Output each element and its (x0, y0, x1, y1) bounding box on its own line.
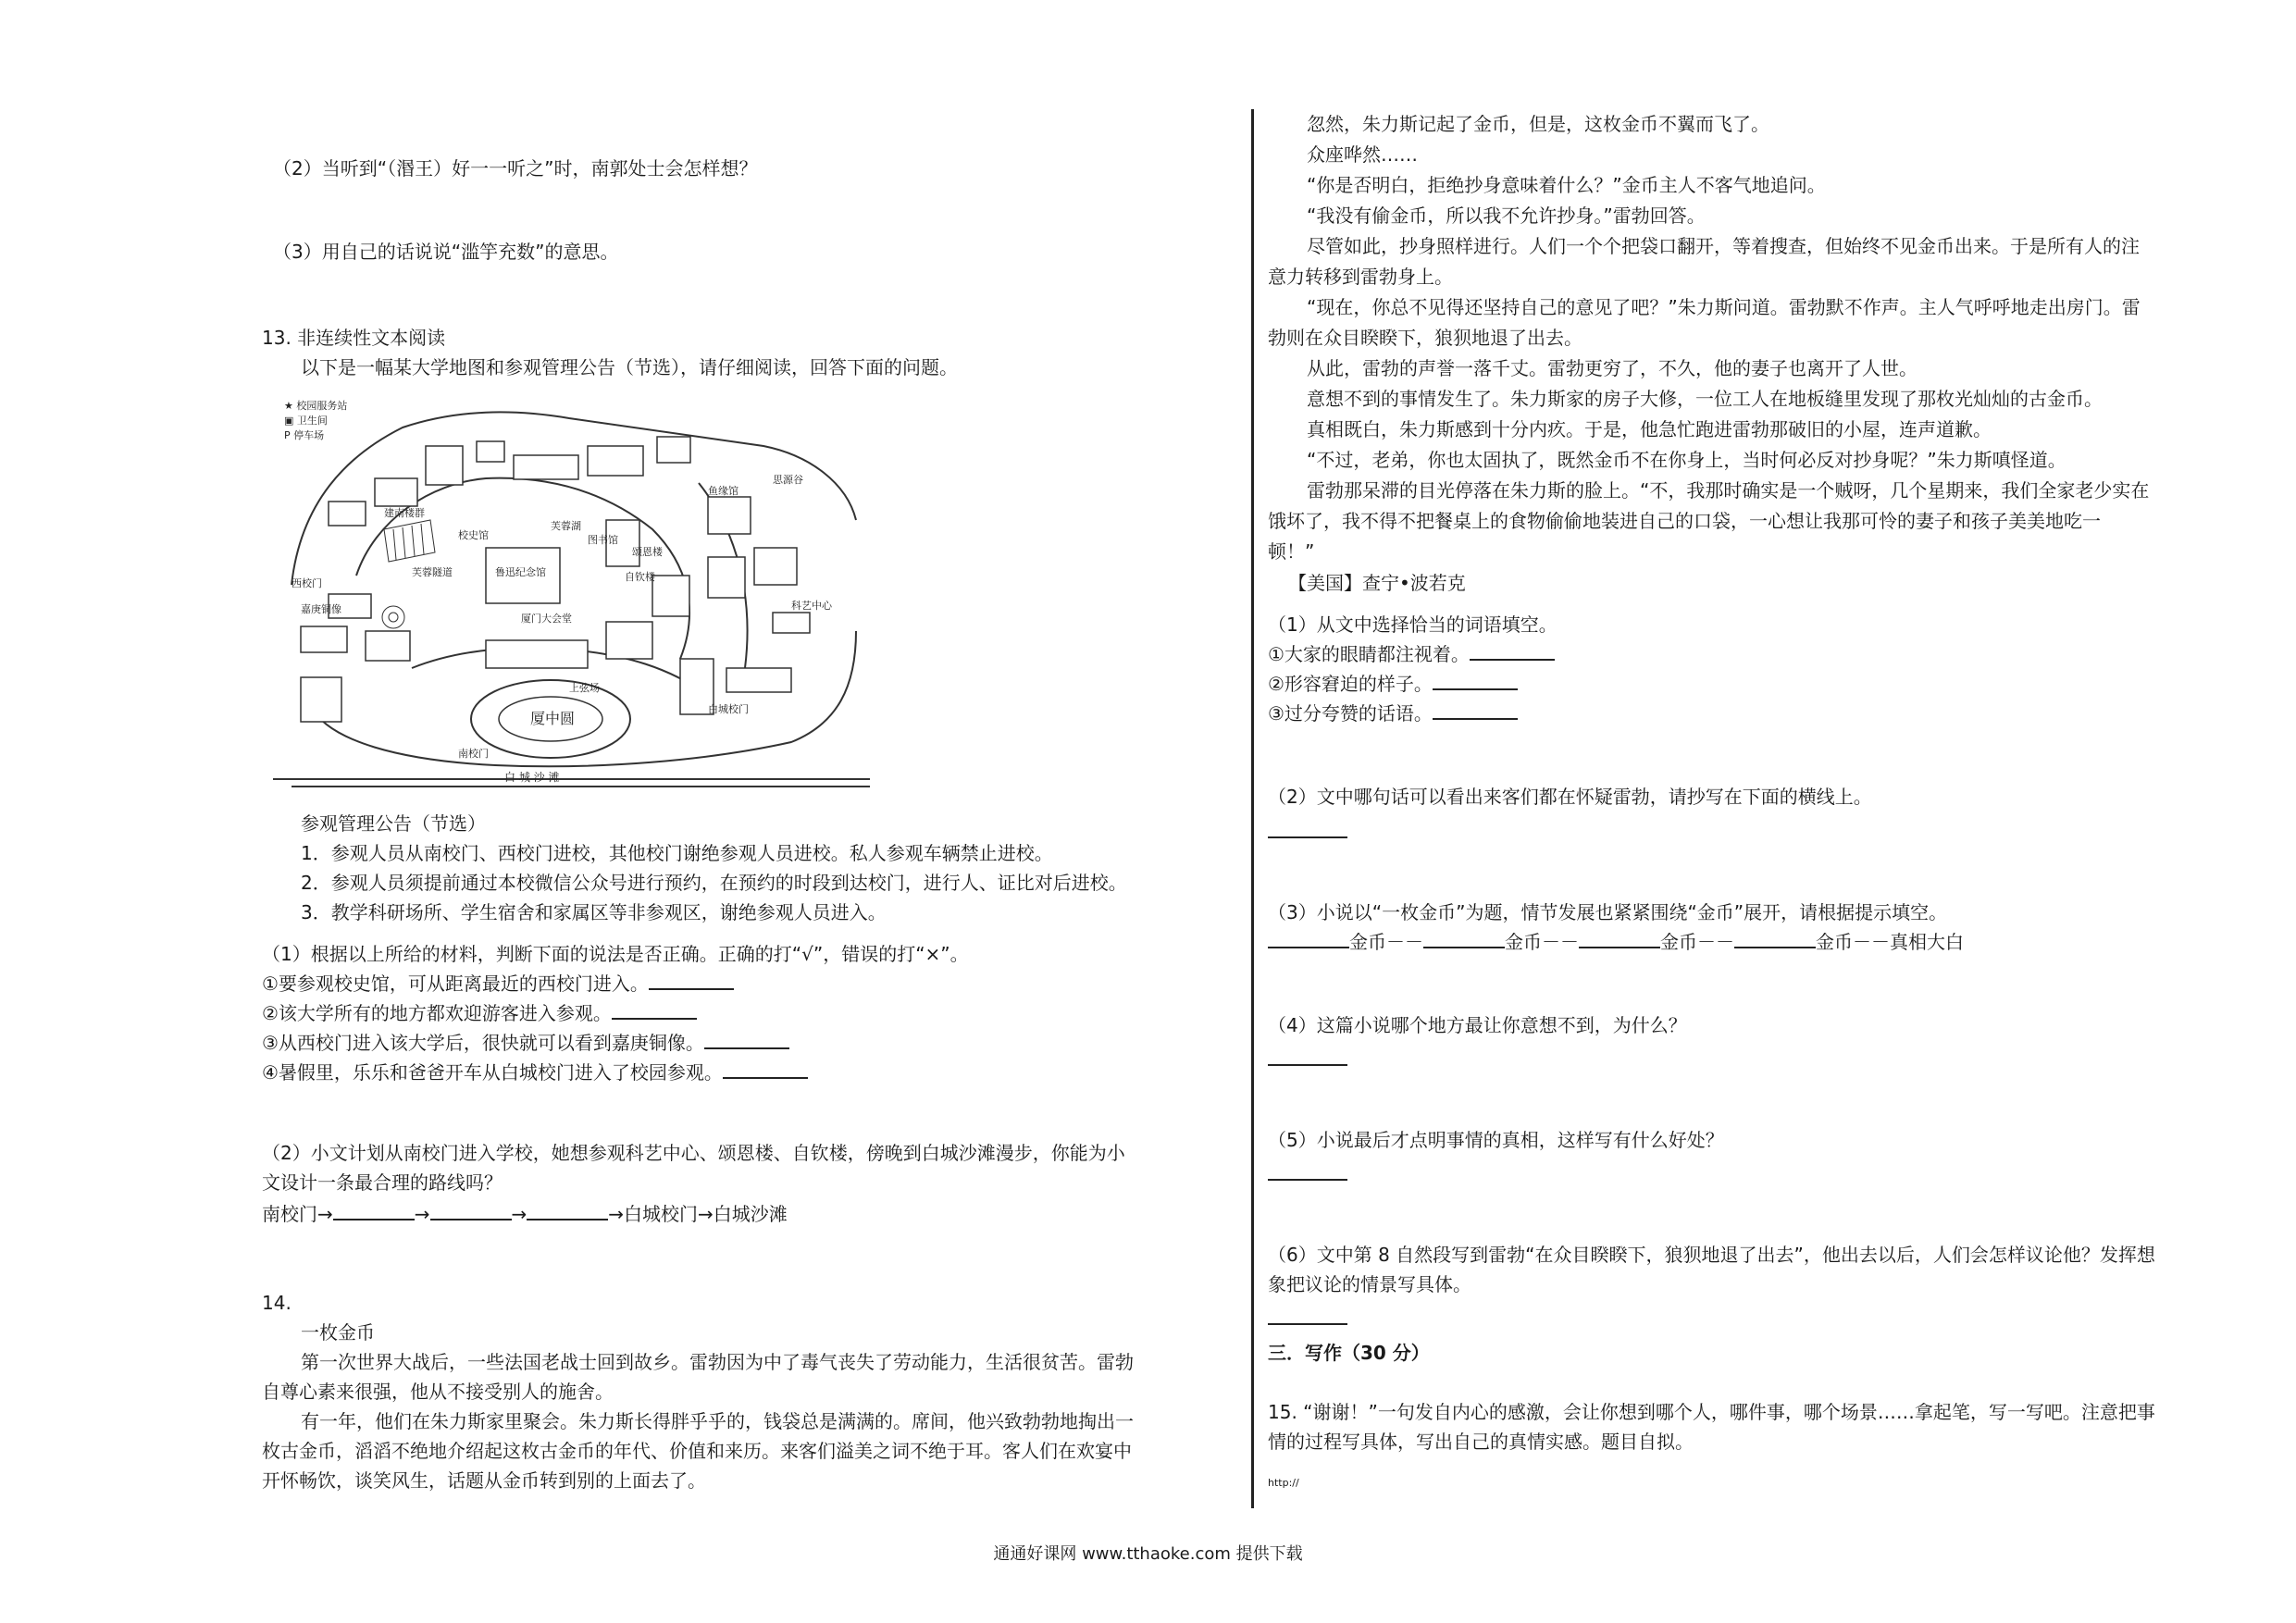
q14-3: （3）小说以“一枚金币”为题，情节发展也紧紧围绕“金币”展开，请根据提示填空。 (1268, 901, 1948, 923)
story-r-line-8: 勃则在众目睽睽下，狼狈地退了出去。 (1268, 327, 1582, 349)
notice-item-1: 1．参观人员从南校门、西校门进校，其他校门谢绝参观人员进校。私人参观车辆禁止进校。 (301, 842, 1053, 864)
story-r-line-4: “我没有偷金币，所以我不允许抄身。”雷勃回答。 (1307, 204, 1706, 227)
plot-blank-2[interactable] (1423, 928, 1505, 948)
answer-line[interactable] (1268, 1064, 1347, 1066)
story-r-line-1: 忽然，朱力斯记起了金币，但是，这枚金币不翼而飞了。 (1307, 113, 1769, 135)
plot-blank-3[interactable] (1579, 928, 1660, 948)
q14-1: （1）从文中选择恰当的词语填空。 (1268, 613, 1558, 636)
answer-blank[interactable] (612, 999, 697, 1020)
q14-2: （2）文中哪句话可以看出来客们都在怀疑雷勃，请抄写在下面的横线上。 (1268, 786, 1872, 808)
answer-line[interactable] (1268, 836, 1347, 838)
section-writing: 三．写作（30 分） (1268, 1342, 1430, 1364)
story-line-1: 第一次世界大战后，一些法国老战士回到故乡。雷勃因为中了毒气丧失了劳动能力，生活很贫苦。雷勃 (301, 1351, 1134, 1373)
q13-intro: 以下是一幅某大学地图和参观管理公告（节选），请仔细阅读，回答下面的问题。 (301, 356, 958, 378)
map-label-jiageng: 嘉庚铜像 (301, 603, 341, 615)
map-label-library: 图书馆 (588, 534, 618, 546)
notice-item-2: 2．参观人员须提前通过本校微信公众号进行预约，在预约的时段到达校门，进行人、证比对后进校。 (301, 872, 1127, 894)
q13-2-line2: 文设计一条最合理的路线吗？ (262, 1171, 503, 1194)
map-label-lake-south: 芙蓉隧道 (412, 566, 453, 578)
story-line-3: 有一年，他们在朱力斯家里聚会。朱力斯长得胖乎乎的，钱袋总是满满的。席间，他兴致勃勃地掏出一 (301, 1410, 1134, 1432)
answer-blank[interactable] (1433, 670, 1518, 690)
map-label-top-right: 思源谷 (773, 474, 803, 486)
q13-1-item-3: ③从西校门进入该大学后，很快就可以看到嘉庚铜像。 (262, 1028, 789, 1058)
answer-blank[interactable] (704, 1029, 789, 1049)
map-legend-3: P 停车场 (284, 429, 325, 441)
story-author: 【美国】查宁•波若克 (1288, 572, 1466, 594)
map-legend-1: ★ 校园服务站 (284, 400, 348, 412)
map-label-baicheng-gate: 白城校门 (708, 703, 749, 715)
plot-blank-4[interactable] (1734, 928, 1816, 948)
story-r-line-7: “现在，你总不见得还坚持自己的意见了吧？”朱力斯问道。雷勃默不作声。主人气呼呼地走出房门。雷 (1307, 296, 2141, 318)
story-line-5: 开怀畅饮，谈笑风生，话题从金币转到别的上面去了。 (262, 1469, 706, 1492)
story-line-2: 自尊心素来很强，他从不接受别人的施舍。 (262, 1381, 614, 1403)
q14-1-item-1: ①大家的眼睛都注视着。 (1268, 639, 1555, 669)
map-label-south-gate: 南校门 (458, 748, 489, 760)
map-label-west-gate: 西校门 (292, 577, 322, 589)
column-divider (1251, 109, 1254, 1508)
story-r-line-3: “你是否明白，拒绝抄身意味着什么？”金币主人不客气地追问。 (1307, 174, 1826, 196)
story-r-line-11: 真相既白，朱力斯感到十分内疚。于是，他急忙跑进雷勃那破旧的小屋，连声道歉。 (1307, 418, 1992, 440)
answer-line[interactable] (1268, 1323, 1347, 1325)
q14-1-item-2: ②形容窘迫的样子。 (1268, 669, 1518, 699)
map-legend-2: ▣ 卫生间 (284, 415, 328, 427)
route-line: 南校门→ → → →白城校门→白城沙滩 (262, 1199, 788, 1229)
story-r-line-6: 意力转移到雷勃身上。 (1268, 266, 1453, 288)
q14-4: （4）这篇小说哪个地方最让你意想不到，为什么？ (1268, 1014, 1687, 1036)
q13-title: 13. 非连续性文本阅读 (262, 327, 446, 349)
answer-blank[interactable] (1433, 700, 1518, 720)
route-blank-2[interactable] (430, 1200, 512, 1220)
map-label-ke-yi: 科艺中心 (791, 600, 832, 612)
story-line-4: 枚古金币，滔滔不绝地介绍起这枚古金币的年代、价值和来历。来客们溢美之词不绝于耳。客人们在欢宴中 (262, 1440, 1132, 1462)
notice-title: 参观管理公告（节选） (301, 812, 486, 835)
q13-1-item-2: ②该大学所有的地方都欢迎游客进入参观。 (262, 998, 697, 1028)
map-label-song-en: 颂恩楼 (632, 546, 663, 558)
story-r-line-5: 尽管如此，抄身照样进行。人们一个个把袋口翻开，等着搜查，但始终不见金币出来。于是所有人的注 (1307, 235, 2140, 257)
notice-item-3: 3．教学科研场所、学生宿舍和家属区等非参观区，谢绝参观人员进入。 (301, 901, 887, 923)
story-r-line-14: 饿坏了，我不得不把餐桌上的食物偷偷地装进自己的口袋，一心想让我那可怜的妻子和孩子美美地吃一 (1268, 510, 2101, 532)
q12-2: （2）当听到“（湣王）好一一听之”时，南郭处士会怎样想？ (273, 157, 758, 180)
map-label-yu-yuan: 鱼缘馆 (708, 485, 738, 497)
q15-line1: 15. “谢谢！”一句发自内心的感激，会让你想到哪个人，哪件事，哪个场景……拿起笔，写一写吧。注意把事 (1268, 1401, 2155, 1423)
campus-map (273, 390, 870, 790)
story-r-line-12: “不过，老弟，你也太固执了，既然金币不在你身上，当时何必反对抄身呢？”朱力斯嗔怪道。 (1307, 449, 2066, 471)
story-r-line-15: 顿！” (1268, 540, 1315, 563)
q13-1-item-4: ④暑假里，乐乐和爸爸开车从白城校门进入了校园参观。 (262, 1058, 808, 1087)
q14-num: 14. (262, 1292, 292, 1314)
story-r-line-13: 雷勃那呆滞的目光停落在朱力斯的脸上。“不，我那时确实是一个贼呀，几个星期来，我们全家老少实在 (1307, 479, 2150, 502)
map-label-tian-lin: 建南楼群 (384, 507, 425, 519)
q14-3-fill: 金币－－ 金币－－ 金币－－ 金币－－真相大白 (1268, 927, 1964, 957)
q14-5: （5）小说最后才点明事情的真相，这样写有什么好处？ (1268, 1129, 1724, 1151)
page-footer: 通通好课网 www.tthaoke.com 提供下载 (993, 1544, 1303, 1564)
map-label-zi-qin: 自钦楼 (625, 571, 655, 583)
answer-blank[interactable] (723, 1059, 808, 1079)
q14-6-line2: 象把议论的情景写具体。 (1268, 1273, 1471, 1295)
q13-2-line1: （2）小文计划从南校门进入学校，她想参观科艺中心、颂恩楼、自钦楼，傍晚到白城沙滩漫步，你能为小 (262, 1142, 1125, 1164)
route-blank-3[interactable] (527, 1200, 608, 1220)
map-label-xiao-shi: 校史馆 (458, 529, 489, 541)
story-r-line-9: 从此，雷勃的声誉一落千丈。雷勃更穷了，不久，他的妻子也离开了人世。 (1307, 357, 1917, 379)
q14-1-item-3: ③过分夸赞的话语。 (1268, 699, 1518, 728)
q13-1: （1）根据以上所给的材料，判断下面的说法是否正确。正确的打“√”，错误的打“×”。 (262, 943, 969, 965)
story-r-line-10: 意想不到的事情发生了。朱力斯家的房子大修，一位工人在地板缝里发现了那枚光灿灿的古金币。 (1307, 388, 2103, 410)
answer-blank[interactable] (1470, 640, 1555, 661)
q14-6-line1: （6）文中第 8 自然段写到雷勃“在众目睽睽下，狼狈地退了出去”，他出去以后，人们会怎样议论他？发挥想 (1268, 1244, 2155, 1266)
map-label-auditorium: 厦门大会堂 (521, 613, 572, 625)
q12-3: （3）用自己的话说说“滥竽充数”的意思。 (273, 241, 619, 263)
map-label-stadium: 上弦场 (569, 682, 600, 694)
map-label-fu-rong: 芙蓉湖 (551, 520, 581, 532)
map-label-beach: 白 城 沙 滩 (504, 771, 560, 784)
http-note: http:// (1268, 1477, 1299, 1489)
story-title: 一枚金币 (301, 1321, 375, 1344)
map-label-lu-xun: 鲁迅纪念馆 (495, 566, 546, 578)
map-label-stadium-big: 厦中圆 (530, 710, 576, 727)
plot-blank-1[interactable] (1268, 928, 1349, 948)
answer-blank[interactable] (649, 970, 734, 990)
answer-line[interactable] (1268, 1179, 1347, 1181)
story-r-line-2: 众座哗然…… (1307, 143, 1418, 166)
q13-1-item-1: ①要参观校史馆，可从距离最近的西校门进入。 (262, 969, 734, 998)
q15-line2: 情的过程写具体，写出自己的真情实感。题目自拟。 (1268, 1431, 1694, 1453)
route-blank-1[interactable] (333, 1200, 415, 1220)
